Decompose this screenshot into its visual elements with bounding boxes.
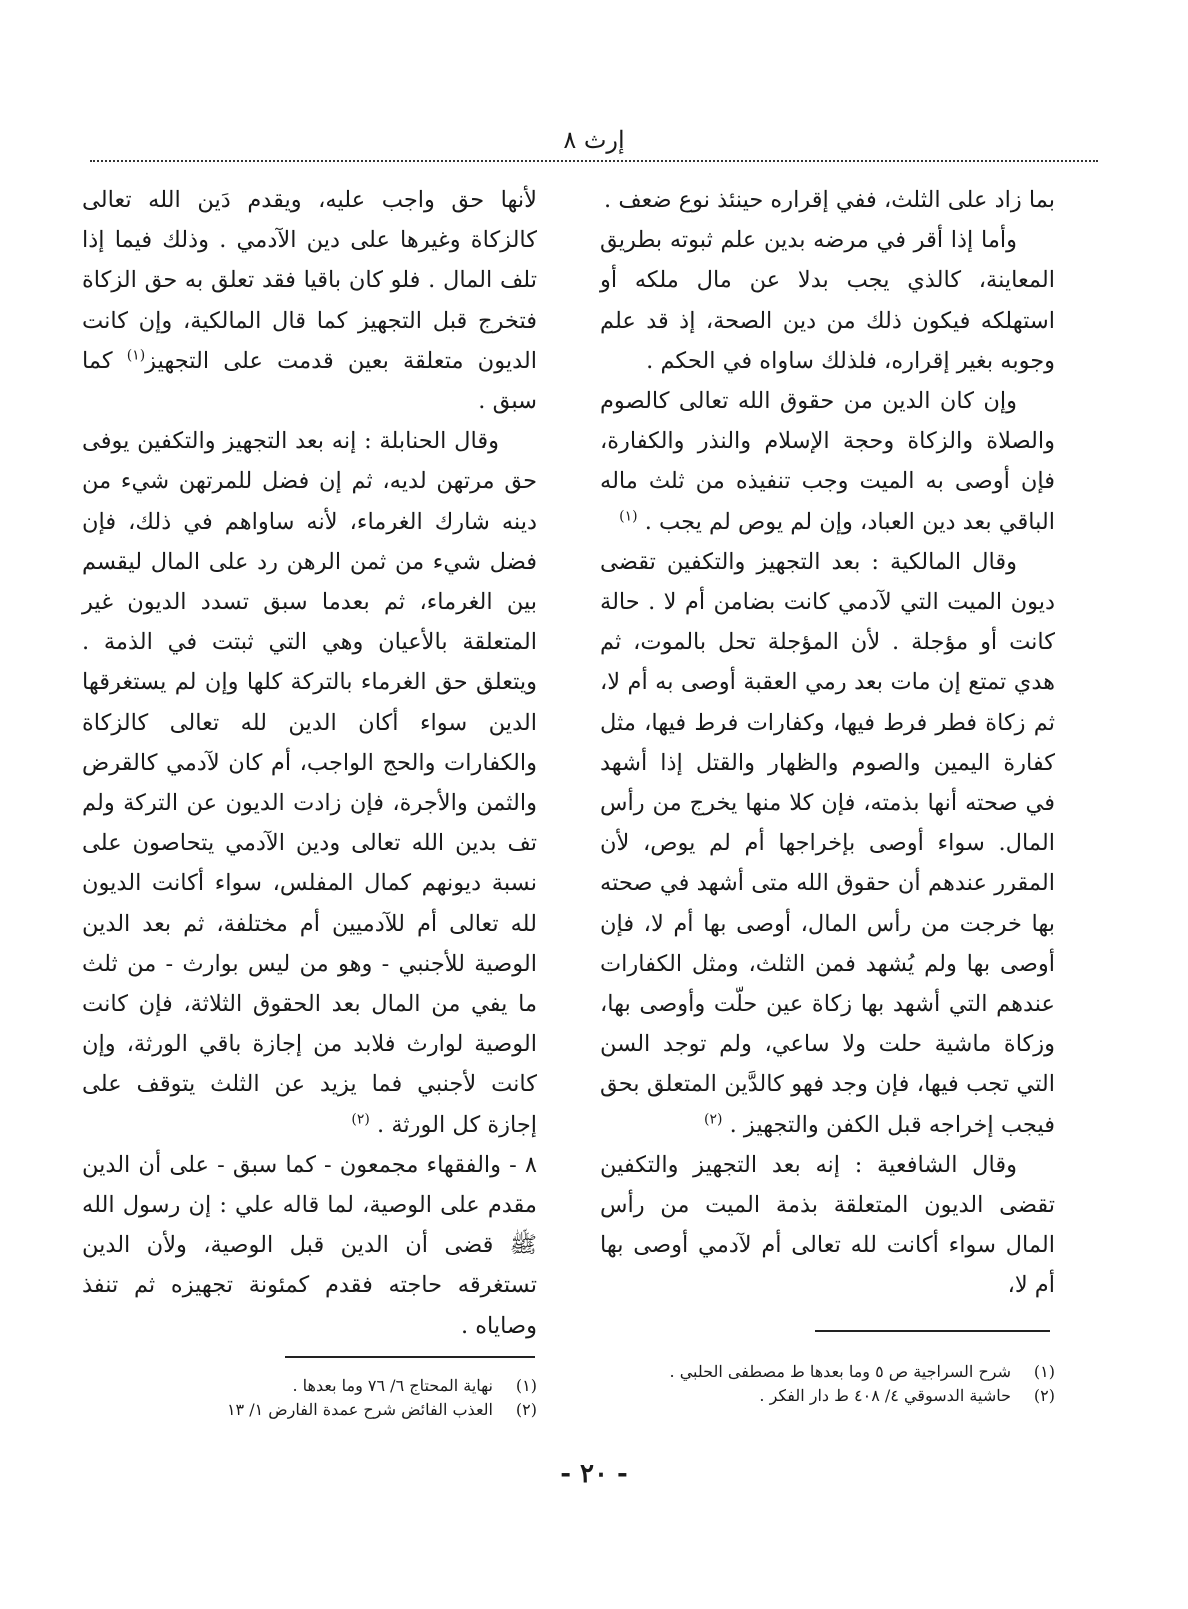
footnote-text: حاشية الدسوقي ٤/ ٤٠٨ ط دار الفكر . [759, 1386, 1011, 1405]
footnote-ref: (١) [126, 347, 146, 364]
footnote-text: شرح السراجية ص ٥ وما بعدها ط مصطفى الحلبي . [669, 1362, 1011, 1381]
paragraph: وقال المالكية : بعد التجهيز والتكفين تقضى ديون الميت التي لآدمي كانت بضامن أم لا . حالة كانت أو مؤجلة . لأن المؤجلة تحل بالموت، ثم هدي تمتع إن مات بعد رمي العقبة أوصى به أم لا، ثم زكاة فطر فرط فيها، وكفارات فرط فيها، مثل كفارة اليمين والصوم والظهار والقتل إذا أشهد في صحته أنها بذمته، فإن كلا منها يخرج من رأس المال. سواء أوصى بإخراجها أم لم يوص، لأن المقرر عندهم أن حقوق الله متى أشهد في صحته بها خرجت من رأس المال، أوصى بها أم لا، فإن أوصى بها ولم يُشهد فمن الثلث، ومثل الكفارات عندهم التي أشهد بها زكاة عين حلّت وأوصى بها، وزكاة ماشية حلت ولا ساعي، ولم توجد السن التي تجب فيها، فإن وجد فهو كالدَّين المتعلق بحق فيجب إخراجه قبل الكفن والتجهيز . $^{(٢)}$ [600, 548, 1055, 1138]
paragraph: وإن كان الدين من حقوق الله تعالى كالصوم والصلاة والزكاة وحجة الإسلام والنذر والكفارة، فإن أوصى به الميت وجب تنفيذه من ثلث ماله الباقي بعد دين العباد، وإن لم يوص لم يجب . $^{(١)}$ [600, 388, 1055, 535]
footnote-divider [815, 1330, 1050, 1332]
footnote-ref: (٢) [704, 1111, 723, 1128]
paragraph: بما زاد على الثلث، ففي إقراره حينئذ نوع ضعف . [604, 187, 1055, 213]
footnote-text: نهاية المحتاج ٦/ ٧٦ وما بعدها . [292, 1376, 493, 1395]
page-header-title: إرث ٨ [563, 126, 625, 154]
paragraph: وقال الحنابلة : إنه بعد التجهيز والتكفين يوفى حق مرتهن لديه، ثم إن فضل للمرتهن شيء من دينه شارك الغرماء، لأنه ساواهم في ذلك، فإن فضل شيء من ثمن الرهن رد على المال ليقسم بين الغرماء، ثم بعدما سبق تسدد الديون غير المتعلقة بالأعيان وهي التي ثبتت في الذمة . ويتعلق حق الغرماء بالتركة كلها وإن لم يستغرقها الدين سواء أكان الدين لله تعالى كالزكاة والكفارات والحج الواجب، أم كان لآدمي كالقرض والثمن والأجرة، فإن زادت الديون عن التركة ولم تف بدين الله تعالى ودين الآدمي يتحاصون على نسبة ديونهم كمال المفلس، سواء أكانت الديون لله تعالى أم للآدميين أم مختلفة، ثم بعد الدين الوصية للأجنبي - وهو من ليس بوارث - من ثلث ما يفي من المال بعد الحقوق الثلاثة، فإن كانت الوصية لوارث فلابد من إجازة باقي الورثة، وإن كانت لأجنبي فما يزيد عن الثلث يتوقف على إجازة كل الورثة . $^{(٢)}$ [82, 428, 537, 1138]
right-column [600, 180, 1055, 1306]
footnote-ref: (١) [619, 508, 638, 525]
footnote [82, 1398, 537, 1422]
footnote-number: (٢) [1033, 1386, 1055, 1405]
paragraph: وأما إذا أقر في مرضه بدين علم ثبوته بطريق المعاينة، كالذي يجب بدلا عن مال ملكه أو استهلكه فيكون ذلك من دين الصحة، إذ قد علم وجوبه بغير إقراره، فلذلك ساواه في الحكم . [600, 227, 1055, 374]
paragraph: ٨ - والفقهاء مجمعون - كما سبق - على أن الدين مقدم على الوصية، لما قاله علي : إن رسول الله ﷺ قضى أن الدين قبل الوصية، ولأن الدين تستغرقه حاجته فقدم كمئونة تجهيزه ثم تنفذ وصاياه . [82, 1151, 537, 1339]
page-header [90, 118, 1098, 162]
paragraph: وقال الشافعية : إنه بعد التجهيز والتكفين تقضى الديون المتعلقة بذمة الميت من رأس المال سواء أكانت لله تعالى أم لآدمي أوصى بها أم لا، [600, 1151, 1055, 1299]
footnotes-right [600, 1360, 1055, 1408]
footnotes-left [82, 1374, 537, 1422]
page-number: - ٢٠ - [560, 1459, 628, 1489]
header-divider [90, 160, 1098, 162]
footnote [600, 1384, 1055, 1408]
footnote-divider [285, 1356, 535, 1358]
footnote-number: (١) [1033, 1362, 1055, 1381]
footnote [600, 1360, 1055, 1384]
footnote-text: العذب الفائض شرح عمدة الفارض ١/ ١٣ [226, 1400, 493, 1419]
footnote-ref: (٢) [351, 1111, 370, 1128]
footnote-number: (٢) [515, 1400, 537, 1419]
footnote-number: (١) [515, 1376, 537, 1395]
paragraph: لأنها حق واجب عليه، ويقدم دَين الله تعالى كالزكاة وغيرها على دين الآدمي . وذلك فيما إذا تلف المال . فلو كان باقيا فقد تعلق به حق الزكاة فتخرج قبل التجهيز كما قال المالكية، وإن كانت الديون متعلقة بعين قدمت على التجهيز$^{(١)}$ كما سبق . [82, 187, 537, 415]
footnote [82, 1374, 537, 1398]
left-column [82, 180, 537, 1346]
